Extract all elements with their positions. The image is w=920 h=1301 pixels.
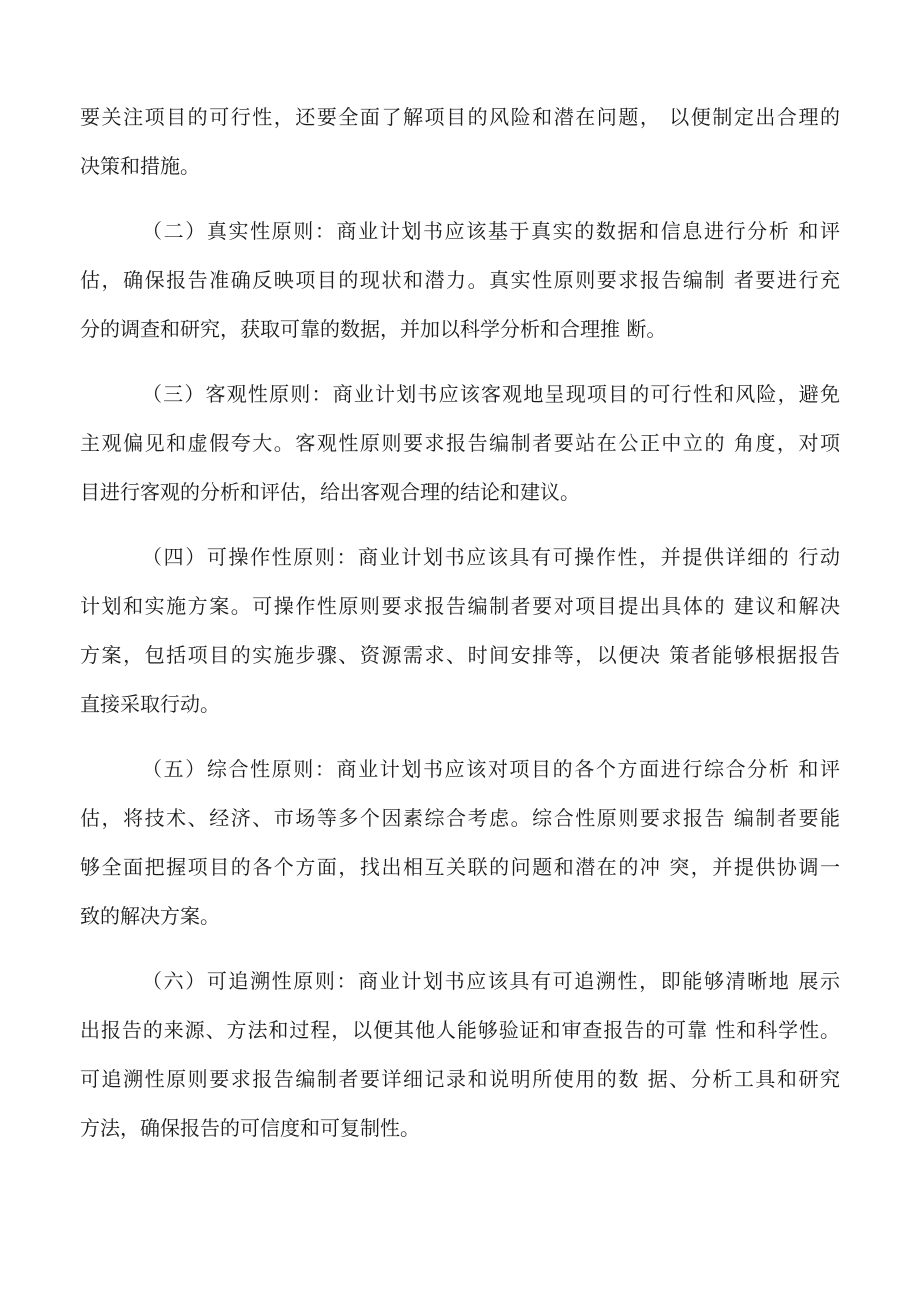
text-line: 主观偏见和虚假夸大。客观性原则要求报告编制者要站在公正中立的 角度，对项 (80, 431, 840, 455)
text-line: 估，确保报告准确反映项目的现状和潜力。真实性原则要求报告编制 者要进行充 (80, 268, 840, 292)
paragraph-operability-principle (80, 544, 840, 718)
text-line: 出报告的来源、方法和过程，以便其他人能够验证和审查报告的可靠 性和科学性。 (80, 1018, 840, 1042)
text-line: 致的解决方案。 (80, 904, 220, 928)
text-line: （二）真实性原则：商业计划书应该基于真实的数据和信息进行分析 和评 (142, 219, 840, 243)
text-line: （五）综合性原则：商业计划书应该对项目的各个方面进行综合分析 和评 (142, 757, 840, 781)
text-line: 估，将技术、经济、市场等多个因素综合考虑。综合性原则要求报告 编制者要能 (80, 806, 840, 830)
text-line: 目进行客观的分析和评估，给出客观合理的结论和建议。 (80, 480, 580, 504)
text-line: 可追溯性原则要求报告编制者要详细记录和说明所使用的数 据、分析工具和研究 (80, 1067, 840, 1091)
paragraph-traceability-principle (80, 968, 840, 1142)
text-line: （三）客观性原则：商业计划书应该客观地呈现项目的可行性和风险，避免 (142, 382, 840, 406)
paragraph-comprehensiveness-principle (80, 756, 840, 930)
text-line: 决策和措施。 (80, 154, 200, 178)
text-line: 方法，确保报告的可信度和可复制性。 (80, 1116, 420, 1140)
text-line: （六）可追溯性原则：商业计划书应该具有可追溯性，即能够清晰地 展示 (142, 969, 840, 993)
text-line: 直接采取行动。 (80, 692, 220, 716)
text-line: 分的调查和研究，获取可靠的数据，并加以科学分析和合理推 断。 (80, 317, 667, 341)
text-line: 够全面把握项目的各个方面，找出相互关联的问题和潜在的冲 突，并提供协调一 (80, 855, 840, 879)
paragraph-continuation (80, 104, 840, 180)
document-body (80, 104, 840, 1142)
text-line: 计划和实施方案。可操作性原则要求报告编制者要对项目提出具体的 建议和解决 (80, 594, 840, 618)
paragraph-objectivity-principle (80, 381, 840, 506)
text-line: （四）可操作性原则：商业计划书应该具有可操作性，并提供详细的 行动 (142, 545, 840, 569)
text-line: 方案，包括项目的实施步骤、资源需求、时间安排等，以便决 策者能够根据报告 (80, 643, 840, 667)
text-line: 要关注项目的可行性，还要全面了解项目的风险和潜在问题， 以便制定出合理的 (80, 105, 840, 129)
paragraph-authenticity-principle (80, 218, 840, 343)
